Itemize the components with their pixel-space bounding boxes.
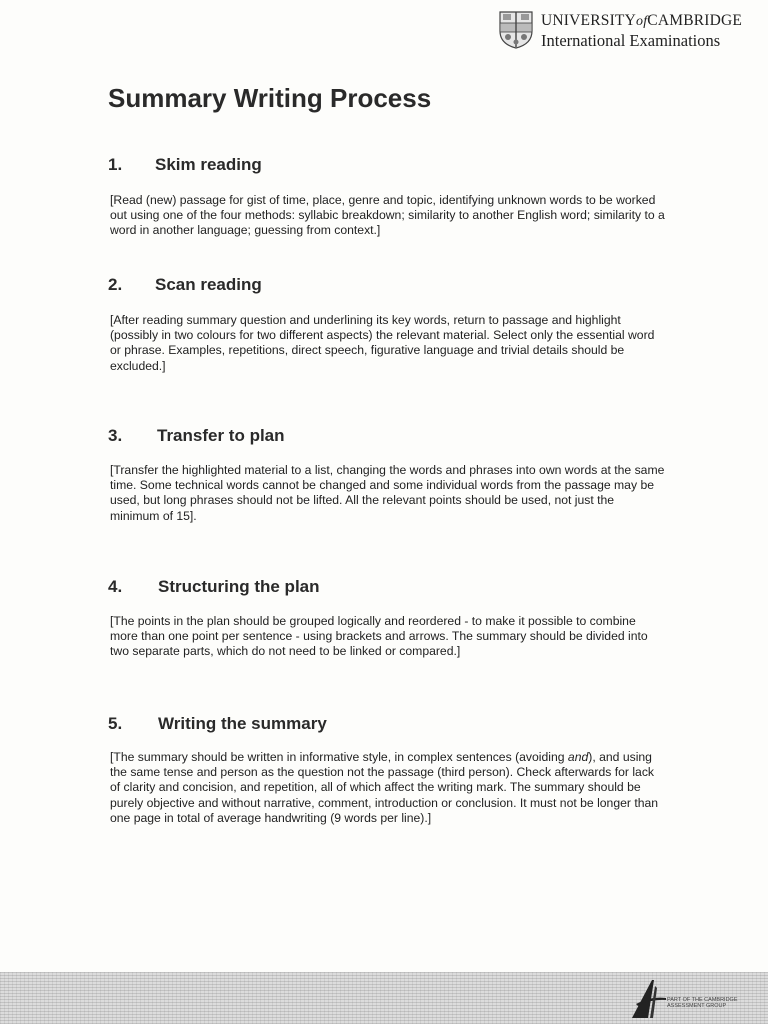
section-number: 1.	[108, 155, 123, 174]
university-name	[541, 12, 742, 51]
section-body-start: [The summary should be written in informative style, in complex sentences (avoiding	[110, 750, 568, 764]
section-heading	[108, 426, 668, 450]
page-title: Summary Writing Process	[108, 83, 432, 113]
section-heading	[108, 275, 668, 299]
section-title: Writing the summary	[158, 714, 327, 733]
section-number: 3.	[108, 426, 123, 445]
university-of: of	[636, 14, 648, 29]
section-title: Skim reading	[155, 155, 262, 174]
section-body: [Transfer the highlighted material to a list, changing the words and phrases into own words at the same time. Some technical words cannot be changed and some individual words from the passage may be used, but long phrases should not be lifted. All the relevant points should be used, not just the minimum of 15].	[110, 463, 665, 523]
section-number: 4.	[108, 577, 123, 596]
section-transfer-to-plan	[108, 426, 668, 523]
section-writing-the-summary	[108, 714, 668, 825]
university-subtitle: International Examinations	[541, 31, 721, 50]
section-title: Scan reading	[155, 275, 262, 294]
section-title: Transfer to plan	[157, 426, 285, 445]
section-body	[110, 750, 666, 826]
section-body: [After reading summary question and underlining its key words, return to passage and highlight (possibly in two colours for two different aspects) the relevant material. Select only the essential word or phrase. Examples, repetitions, direct speech, figurative language and trivial details should be excluded.]	[110, 313, 655, 373]
section-heading	[108, 577, 668, 601]
university-crest-icon	[499, 11, 533, 49]
section-skim-reading	[108, 155, 668, 238]
section-body-emphasis: and	[567, 750, 589, 764]
section-body: [The points in the plan should be grouped logically and reordered - to make it possible to combine more than one point per sentence - using brackets and arrows. The summary should be divided into two separate parts, which do not need to be linked or compared.]	[110, 614, 648, 659]
section-heading	[108, 155, 668, 179]
footer-text: PART OF THE CAMBRIDGE ASSESSMENT GROUP	[667, 997, 738, 1009]
university-word: UNIVERSITY	[541, 12, 636, 29]
section-number: 5.	[108, 714, 123, 733]
section-title: Structuring the plan	[158, 577, 320, 596]
section-heading	[108, 714, 668, 738]
university-cambridge: CAMBRIDGE	[647, 12, 743, 29]
section-body-end: ), and using the same tense and person as the question not the passage (third person). Check afterwards for lack of clarity and concision, and repetition, all of which affect the writing mark. The summary should be purely objective and without narrative, comment, introduction or conclusion. It must not be longer than one page in total of average handwriting (9 words per line).]	[110, 750, 659, 825]
cambridge-assessment-logo-icon	[630, 978, 668, 1020]
section-number: 2.	[108, 275, 123, 294]
section-body: [Read (new) passage for gist of time, place, genre and topic, identifying unknown words to be worked out using one of the four methods: syllabic breakdown; similarity to another English word; similarity to a word in another language; guessing from context.]	[110, 193, 665, 238]
section-structuring-the-plan	[108, 577, 668, 659]
section-scan-reading	[108, 275, 668, 373]
